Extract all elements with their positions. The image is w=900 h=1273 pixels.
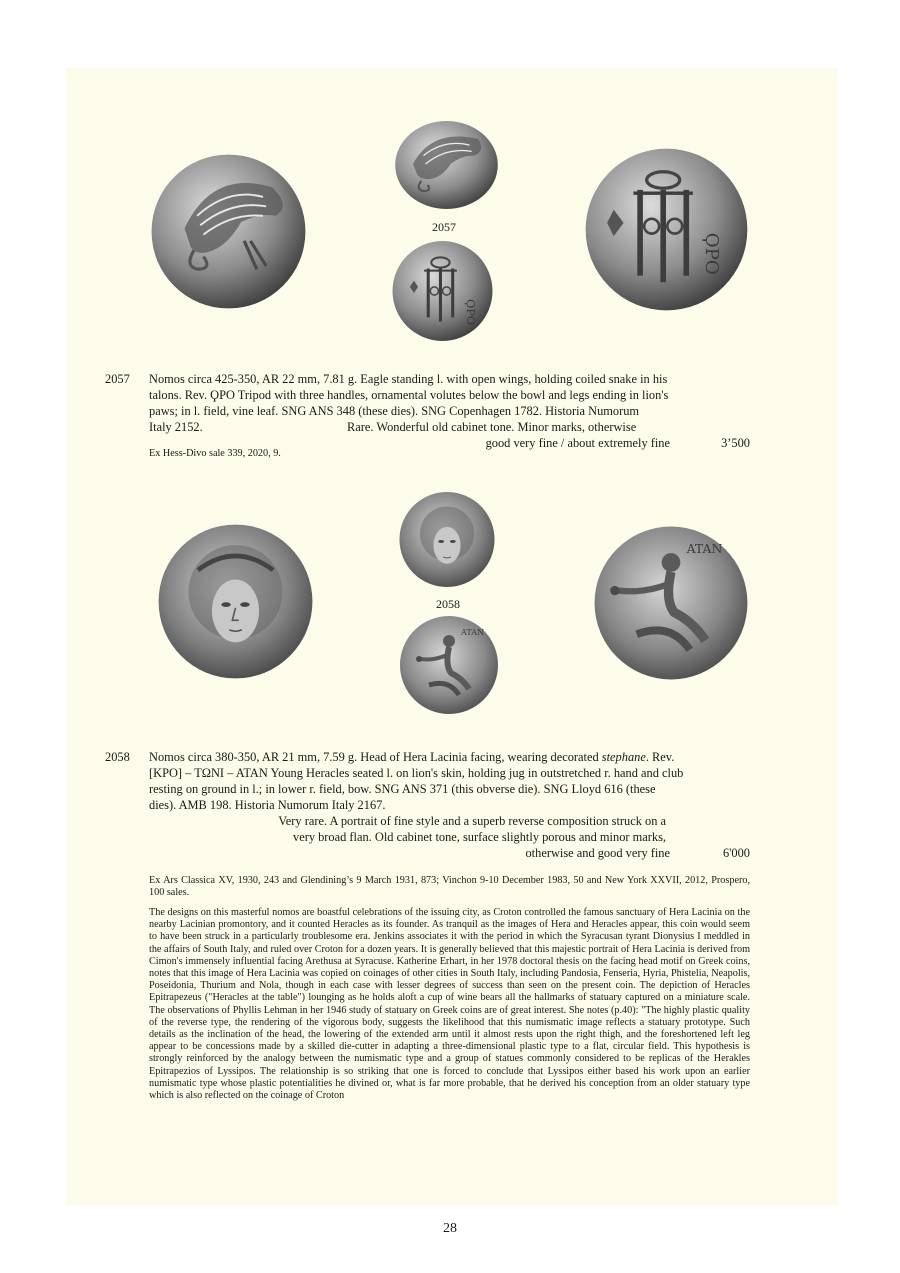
page-number: 28 bbox=[443, 1221, 457, 1236]
tripod-icon bbox=[390, 240, 495, 342]
grade-text: Rare. Wonderful old cabinet tone. Minor marks, otherwise bbox=[347, 420, 637, 434]
lot-2057-photo-label: 2057 bbox=[432, 220, 456, 234]
heracles-seated-icon bbox=[399, 615, 499, 715]
lot-2058-commentary: The designs on this masterful nomos are boastful celebrations of the issuing city, as Croton controlled the famous sanctuary of Hera Lacinia on the nearby Lacinian promontory, and it counted Heracles as its founder. As tranquil as the images of Hera and Heracles appear, this coin would seem to have been struck in a particularly troublesome era. Jenkins associates it with the period in which the Syracusan tyrant Dionysius I meddled in the affairs of South Italy, and ruled over Croton for a dozen years. It is generally believed that this majestic portrait of Hera Lacinia is derived from Cimon's immensely influential facing Arethusa at Syracuse. Katherine Erhart, in her 1978 doctoral thesis on the facing head motif on Greek coins, notes that this image of Hera Lacinia was copied on coinages of other cities in South Italy, including Pandosia, Fenseria, Hyria, Phistelia, Neapolis, Poseidonia, Thurium and Nola, though in each case with lesser degrees of success than seen on the present coin. The depiction of Heracles Epitrapezeus ("Heracles at the table") lounging as he holds aloft a cup of wine bears all the hallmarks of statuary captured on a miniature scale. The observations of Phyllis Lehman in her 1946 study of statuary on Greek coins are of great interest. She notes (p.40): "The highly plastic quality of the reverse type, the rendering of the vigorous body, suggests the likelihood that this numismatic image reflects a statuary prototype. Such details as the inclination of the head, the lowering of the extended arm until it almost rests upon the right thigh, and the foreshortened left leg appear to be concessions made by a skilled die-cutter in adapting a three-dimensional plastic type to a flat, circular field. This hypothesis is strongly reinforced by the analogy between the numismatic type and a group of statues commonly considered to be replicas of the Herakles Epitrapezios of Lyssipos. The relationship is so striking that one is forced to conclude that Lyssipos either based his work upon an earlier numismatic type whose plastic potentialities he divined or, what is far more probable, that he derived his conception from an older statuary type which is also reflected on the coinage of Croton bbox=[149, 907, 750, 1102]
hera-head-icon bbox=[397, 491, 497, 588]
coin-2058-obverse-small bbox=[397, 491, 497, 588]
eagle-icon bbox=[150, 153, 307, 310]
grade-text: otherwise and good very fine bbox=[525, 846, 670, 860]
coin-legend: ϘPO bbox=[463, 299, 477, 326]
lot-2057-provenance: Ex Hess-Divo sale 339, 2020, 9. bbox=[149, 448, 281, 459]
lot-number: 2058 bbox=[105, 750, 130, 764]
grade-text: good very fine / about extremely fine bbox=[485, 436, 670, 450]
estimate-price: 6'000 bbox=[722, 846, 750, 860]
lot-2058-entry bbox=[105, 749, 750, 869]
coin-2058-obverse-large bbox=[157, 523, 314, 680]
coin-legend: ϘPO bbox=[701, 232, 723, 275]
coin-2057-obverse-large bbox=[150, 153, 307, 310]
heracles-seated-icon bbox=[593, 525, 749, 681]
coin-legend: ATAN bbox=[686, 541, 723, 557]
coin-legend: ATAN bbox=[461, 628, 485, 637]
grade-text: very broad flan. Old cabinet tone, surface slightly porous and minor marks, bbox=[293, 830, 666, 844]
lot-2058-photo-label: 2058 bbox=[436, 597, 460, 611]
estimate-price: 3’500 bbox=[721, 436, 750, 450]
coin-2057-obverse-small bbox=[394, 120, 499, 210]
lot-description: Nomos circa 380-350, AR 21 mm, 7.59 g. Head of Hera Lacinia facing, wearing decorated stephane. Rev. [KPO] – TΩNI – ATAN Young Heracles seated l. on lion's skin, holding jug in outstretched r. hand and club resting on ground in l.; in lower r. field, bow. SNG ANS 371 (this obverse die). SNG Lloyd 616 (these dies). AMB 198. Historia Numorum Italy 2167. Very rare. A portrait of fine style and a superb reverse composition struck on a very broad flan. Old cabinet tone, surface slightly porous and minor marks, otherwise and good very fine 6'000 bbox=[149, 750, 750, 860]
coin-2058-reverse-large bbox=[593, 525, 749, 681]
eagle-icon bbox=[394, 120, 499, 210]
lot-description: Nomos circa 425-350, AR 22 mm, 7.81 g. Eagle standing l. with open wings, holding coiled snake in his talons. Rev. ϘPO Tripod with three handles, ornamental volutes below the bowl and legs ending in lion's paws; in l. field, vine leaf. SNG ANS 348 (these dies). SNG Copenhagen 1782. Historia Numorum Italy 2152. Rare. Wonderful old cabinet tone. Minor marks, otherwise good very fine / about extremely fine 3’500 bbox=[149, 372, 750, 450]
grade-text: Very rare. A portrait of fine style and a superb reverse composition struck on a bbox=[278, 814, 666, 828]
tripod-icon bbox=[584, 147, 749, 312]
lot-number: 2057 bbox=[105, 372, 130, 386]
coin-2057-reverse-large bbox=[584, 147, 749, 312]
hera-head-icon bbox=[157, 523, 314, 680]
coin-2058-reverse-small bbox=[399, 615, 499, 715]
coin-2057-reverse-small bbox=[390, 240, 495, 342]
lot-2058-provenance: Ex Ars Classica XV, 1930, 243 and Glendining’s 9 March 1931, 873; Vinchon 9-10 December 1983, 50 and New York XXVII, 2012, Prospero, 100 sales. bbox=[149, 875, 750, 899]
